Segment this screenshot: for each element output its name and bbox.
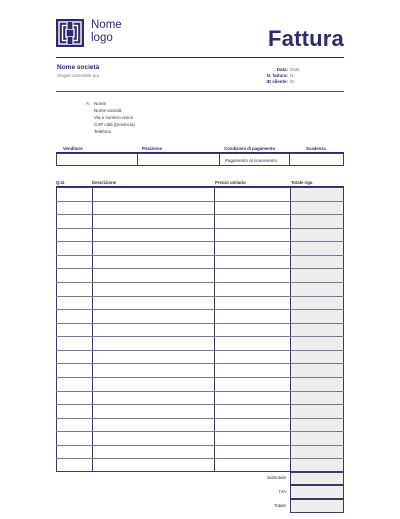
sales-col-divider [137,154,138,165]
items-row-line [56,391,344,392]
items-col-divider [290,187,291,472]
tax-label: IVA [279,489,286,494]
recipient-address [94,100,135,135]
items-row-line [56,228,344,229]
logo-icon [56,19,84,47]
items-row-line [56,377,344,378]
items-row-line [56,241,344,242]
header-rule [56,57,344,58]
logo-line-1: Nome [91,19,122,31]
items-header-line-total: Totale riga [291,180,313,185]
items-row-line [56,431,344,432]
total-cell [290,499,344,513]
items-header-description: Descrizione [92,180,117,185]
items-col-divider [214,187,215,472]
logo-line-2: logo [91,32,113,44]
items-row-line [56,323,344,324]
recipient-line: Nome società [94,108,122,113]
meta-date-label: Data: [276,67,288,72]
items-row-line [56,309,344,310]
items-row-line [56,350,344,351]
items-row-line [56,214,344,215]
sales-header-due: Scadenza [306,146,326,151]
sales-cell-terms: Pagamento al ricevimento [225,158,278,163]
items-row-line [56,255,344,256]
company-slogan: Slogan aziendale qui [57,73,99,78]
items-row-line [56,363,344,364]
items-row-line [56,336,344,337]
logo-mark [56,19,84,47]
sales-header-terms: Condizioni di pagamento [224,146,276,151]
items-row-line [56,458,344,459]
items-row-line [56,201,344,202]
meta-invoice-number-label: N. fattura: [266,73,288,78]
meta-invoice-number-value: N. [290,73,295,78]
items-table [56,187,344,472]
items-row-line [56,404,344,405]
recipient-line: Telefono [94,129,112,134]
sales-header-seller: Venditore [63,146,83,151]
total-label: Totale [273,503,286,508]
items-header-qty: Q.tà [56,180,65,185]
items-header-unit-price: Prezzo unitario [215,180,246,185]
recipient-label: A: [86,101,91,106]
items-row-line [56,268,344,269]
recipient-line: Nome [94,101,107,106]
meta-rule [56,91,344,92]
meta-date-value: Data [290,67,300,72]
meta-customer-id-label: ID cliente: [266,79,288,84]
items-row-line [56,282,344,283]
document-title: Fattura [268,26,344,51]
sales-row [56,153,344,166]
logo-text [91,19,122,45]
sales-col-divider [219,154,220,165]
items-row-line [56,418,344,419]
sales-header-position: Posizione [142,146,163,151]
items-row-line [56,296,344,297]
recipient-line: Via e numero civico [94,115,134,120]
subtotal-label: Subtotale [266,475,286,480]
recipient-line: CAP città (provincia) [94,122,135,127]
subtotal-cell [290,472,344,485]
sales-col-divider [289,154,290,165]
items-col-divider [92,187,93,472]
company-name: Nome società [57,64,100,71]
meta-customer-id-value: ID [290,79,295,84]
tax-cell [290,485,344,499]
items-row-line [56,445,344,446]
meta-customer-id [228,79,318,85]
